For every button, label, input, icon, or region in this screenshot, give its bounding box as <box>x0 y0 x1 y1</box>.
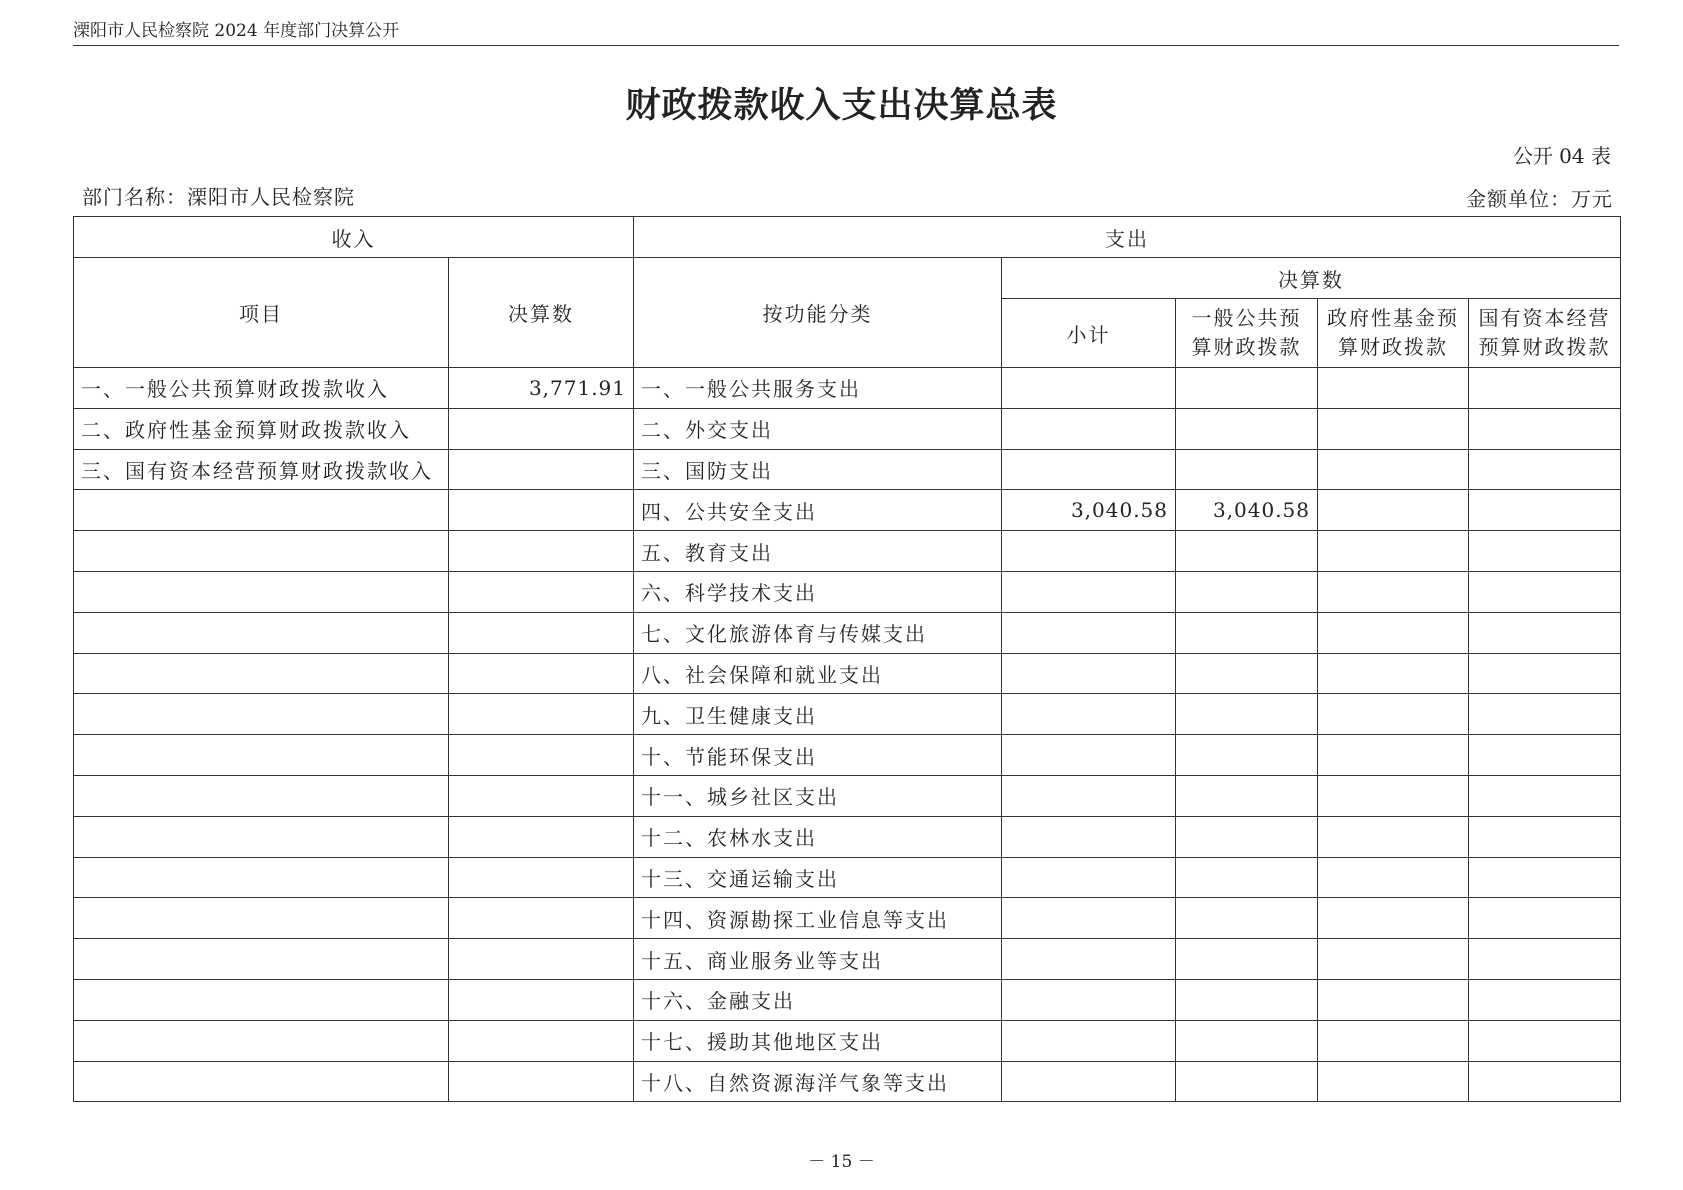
general-budget-cell <box>1176 979 1318 1020</box>
table-row <box>74 735 1621 776</box>
subtotal-cell <box>1002 368 1176 409</box>
table-row <box>74 775 1621 816</box>
state-capital-cell <box>1469 490 1621 531</box>
general-budget-cell <box>1176 898 1318 939</box>
gov-fund-cell <box>1318 449 1469 490</box>
income-amount-cell <box>449 531 634 572</box>
table-row <box>74 490 1621 531</box>
income-amount-cell <box>449 775 634 816</box>
income-amount-cell <box>449 449 634 490</box>
col-header-gov-fund: 政府性基金预算财政拨款 <box>1318 299 1469 368</box>
gov-fund-cell <box>1318 939 1469 980</box>
gov-fund-cell <box>1318 653 1469 694</box>
gov-fund-cell <box>1318 816 1469 857</box>
gov-fund-cell <box>1318 857 1469 898</box>
subtotal-cell: 3,040.58 <box>1002 490 1176 531</box>
state-capital-cell <box>1469 939 1621 980</box>
expense-item-cell: 一、一般公共服务支出 <box>634 368 1002 409</box>
state-capital-cell <box>1469 653 1621 694</box>
income-header: 收入 <box>74 217 634 258</box>
income-amount-cell <box>449 857 634 898</box>
department-name: 部门名称：溧阳市人民检察院 <box>82 185 355 209</box>
expense-item-cell: 十二、农林水支出 <box>634 816 1002 857</box>
form-number: 公开 04 表 <box>1512 144 1611 168</box>
general-budget-cell <box>1176 857 1318 898</box>
gov-fund-cell <box>1318 612 1469 653</box>
subtotal-cell <box>1002 979 1176 1020</box>
state-capital-cell <box>1469 979 1621 1020</box>
gov-fund-cell <box>1318 898 1469 939</box>
table-row <box>74 694 1621 735</box>
general-budget-cell <box>1176 612 1318 653</box>
general-budget-cell <box>1176 571 1318 612</box>
gov-fund-cell <box>1318 408 1469 449</box>
gov-fund-cell <box>1318 1061 1469 1102</box>
income-amount-cell <box>449 1061 634 1102</box>
state-capital-cell <box>1469 816 1621 857</box>
general-budget-cell <box>1176 1061 1318 1102</box>
gov-fund-cell <box>1318 368 1469 409</box>
general-budget-cell <box>1176 694 1318 735</box>
state-capital-cell <box>1469 775 1621 816</box>
state-capital-cell <box>1469 612 1621 653</box>
state-capital-cell <box>1469 408 1621 449</box>
state-capital-cell <box>1469 571 1621 612</box>
col-header-function: 按功能分类 <box>634 258 1002 368</box>
income-item-cell <box>74 1020 449 1061</box>
subtotal-cell <box>1002 408 1176 449</box>
page-title: 财政拨款收入支出决算总表 <box>625 85 1058 126</box>
expense-item-cell: 八、社会保障和就业支出 <box>634 653 1002 694</box>
state-capital-cell <box>1469 531 1621 572</box>
subtotal-cell <box>1002 1061 1176 1102</box>
state-capital-cell <box>1469 857 1621 898</box>
gov-fund-cell <box>1318 735 1469 776</box>
subtotal-cell <box>1002 653 1176 694</box>
table-row <box>74 653 1621 694</box>
table-row <box>74 979 1621 1020</box>
col-header-amount: 决算数 <box>449 258 634 368</box>
income-item-cell <box>74 694 449 735</box>
income-amount-cell <box>449 408 634 449</box>
gov-fund-cell <box>1318 775 1469 816</box>
expense-item-cell: 三、国防支出 <box>634 449 1002 490</box>
expense-item-cell: 二、外交支出 <box>634 408 1002 449</box>
income-item-cell: 二、政府性基金预算财政拨款收入 <box>74 408 449 449</box>
subtotal-cell <box>1002 775 1176 816</box>
income-amount-cell <box>449 1020 634 1061</box>
table-row <box>74 939 1621 980</box>
subtotal-cell <box>1002 898 1176 939</box>
income-item-cell <box>74 490 449 531</box>
income-item-cell <box>74 735 449 776</box>
income-amount-cell <box>449 735 634 776</box>
page-number: － 15 － <box>808 1152 875 1172</box>
table-row <box>74 571 1621 612</box>
table-row <box>74 368 1621 409</box>
expense-item-cell: 七、文化旅游体育与传媒支出 <box>634 612 1002 653</box>
income-amount-cell <box>449 939 634 980</box>
col-header-subtotal: 小计 <box>1002 299 1176 368</box>
subtotal-cell <box>1002 1020 1176 1061</box>
income-item-cell <box>74 816 449 857</box>
income-item-cell <box>74 898 449 939</box>
table-row <box>74 1020 1621 1061</box>
gov-fund-cell <box>1318 490 1469 531</box>
col-header-final: 决算数 <box>1002 258 1621 299</box>
state-capital-cell <box>1469 449 1621 490</box>
income-item-cell <box>74 939 449 980</box>
general-budget-cell <box>1176 939 1318 980</box>
income-item-cell <box>74 653 449 694</box>
income-item-cell <box>74 612 449 653</box>
income-amount-cell <box>449 816 634 857</box>
income-item-cell <box>74 1061 449 1102</box>
subtotal-cell <box>1002 449 1176 490</box>
expense-item-cell: 十五、商业服务业等支出 <box>634 939 1002 980</box>
table-row <box>74 898 1621 939</box>
income-item-cell <box>74 775 449 816</box>
income-amount-cell <box>449 490 634 531</box>
table-row <box>74 408 1621 449</box>
gov-fund-cell <box>1318 531 1469 572</box>
subtotal-cell <box>1002 531 1176 572</box>
income-item-cell <box>74 531 449 572</box>
income-amount-cell <box>449 653 634 694</box>
general-budget-cell <box>1176 775 1318 816</box>
general-budget-cell <box>1176 735 1318 776</box>
expense-item-cell: 九、卫生健康支出 <box>634 694 1002 735</box>
expense-item-cell: 十、节能环保支出 <box>634 735 1002 776</box>
general-budget-cell <box>1176 368 1318 409</box>
general-budget-cell <box>1176 408 1318 449</box>
gov-fund-cell <box>1318 1020 1469 1061</box>
expense-item-cell: 十四、资源勘探工业信息等支出 <box>634 898 1002 939</box>
subtotal-cell <box>1002 735 1176 776</box>
general-budget-cell <box>1176 653 1318 694</box>
expense-item-cell: 十六、金融支出 <box>634 979 1002 1020</box>
general-budget-cell <box>1176 449 1318 490</box>
expense-header: 支出 <box>634 217 1621 258</box>
state-capital-cell <box>1469 368 1621 409</box>
subtotal-cell <box>1002 939 1176 980</box>
income-item-cell <box>74 571 449 612</box>
income-item-cell: 一、一般公共预算财政拨款收入 <box>74 368 449 409</box>
income-item-cell <box>74 979 449 1020</box>
income-amount-cell: 3,771.91 <box>449 368 634 409</box>
table-row <box>74 1061 1621 1102</box>
expense-item-cell: 五、教育支出 <box>634 531 1002 572</box>
income-amount-cell <box>449 694 634 735</box>
running-header: 溧阳市人民检察院 2024 年度部门决算公开 <box>73 16 1619 46</box>
expense-item-cell: 十八、自然资源海洋气象等支出 <box>634 1061 1002 1102</box>
state-capital-cell <box>1469 1020 1621 1061</box>
subtotal-cell <box>1002 816 1176 857</box>
expense-item-cell: 十七、援助其他地区支出 <box>634 1020 1002 1061</box>
income-amount-cell <box>449 979 634 1020</box>
fiscal-summary-table <box>73 216 1621 1102</box>
table-row <box>74 449 1621 490</box>
state-capital-cell <box>1469 694 1621 735</box>
table-row <box>74 816 1621 857</box>
income-item-cell: 三、国有资本经营预算财政拨款收入 <box>74 449 449 490</box>
col-header-general: 一般公共预算财政拨款 <box>1176 299 1318 368</box>
general-budget-cell <box>1176 531 1318 572</box>
general-budget-cell: 3,040.58 <box>1176 490 1318 531</box>
subtotal-cell <box>1002 857 1176 898</box>
gov-fund-cell <box>1318 979 1469 1020</box>
subtotal-cell <box>1002 571 1176 612</box>
col-header-item: 项目 <box>74 258 449 368</box>
subtotal-cell <box>1002 694 1176 735</box>
expense-item-cell: 四、公共安全支出 <box>634 490 1002 531</box>
expense-item-cell: 十三、交通运输支出 <box>634 857 1002 898</box>
subtotal-cell <box>1002 612 1176 653</box>
table-row <box>74 857 1621 898</box>
table-row <box>74 612 1621 653</box>
table-row <box>74 531 1621 572</box>
general-budget-cell <box>1176 1020 1318 1061</box>
income-item-cell <box>74 857 449 898</box>
income-amount-cell <box>449 898 634 939</box>
income-amount-cell <box>449 571 634 612</box>
general-budget-cell <box>1176 816 1318 857</box>
expense-item-cell: 六、科学技术支出 <box>634 571 1002 612</box>
state-capital-cell <box>1469 898 1621 939</box>
expense-item-cell: 十一、城乡社区支出 <box>634 775 1002 816</box>
state-capital-cell <box>1469 1061 1621 1102</box>
gov-fund-cell <box>1318 694 1469 735</box>
amount-unit: 金额单位：万元 <box>1466 187 1613 211</box>
col-header-state-capital: 国有资本经营预算财政拨款 <box>1469 299 1621 368</box>
income-amount-cell <box>449 612 634 653</box>
gov-fund-cell <box>1318 571 1469 612</box>
state-capital-cell <box>1469 735 1621 776</box>
